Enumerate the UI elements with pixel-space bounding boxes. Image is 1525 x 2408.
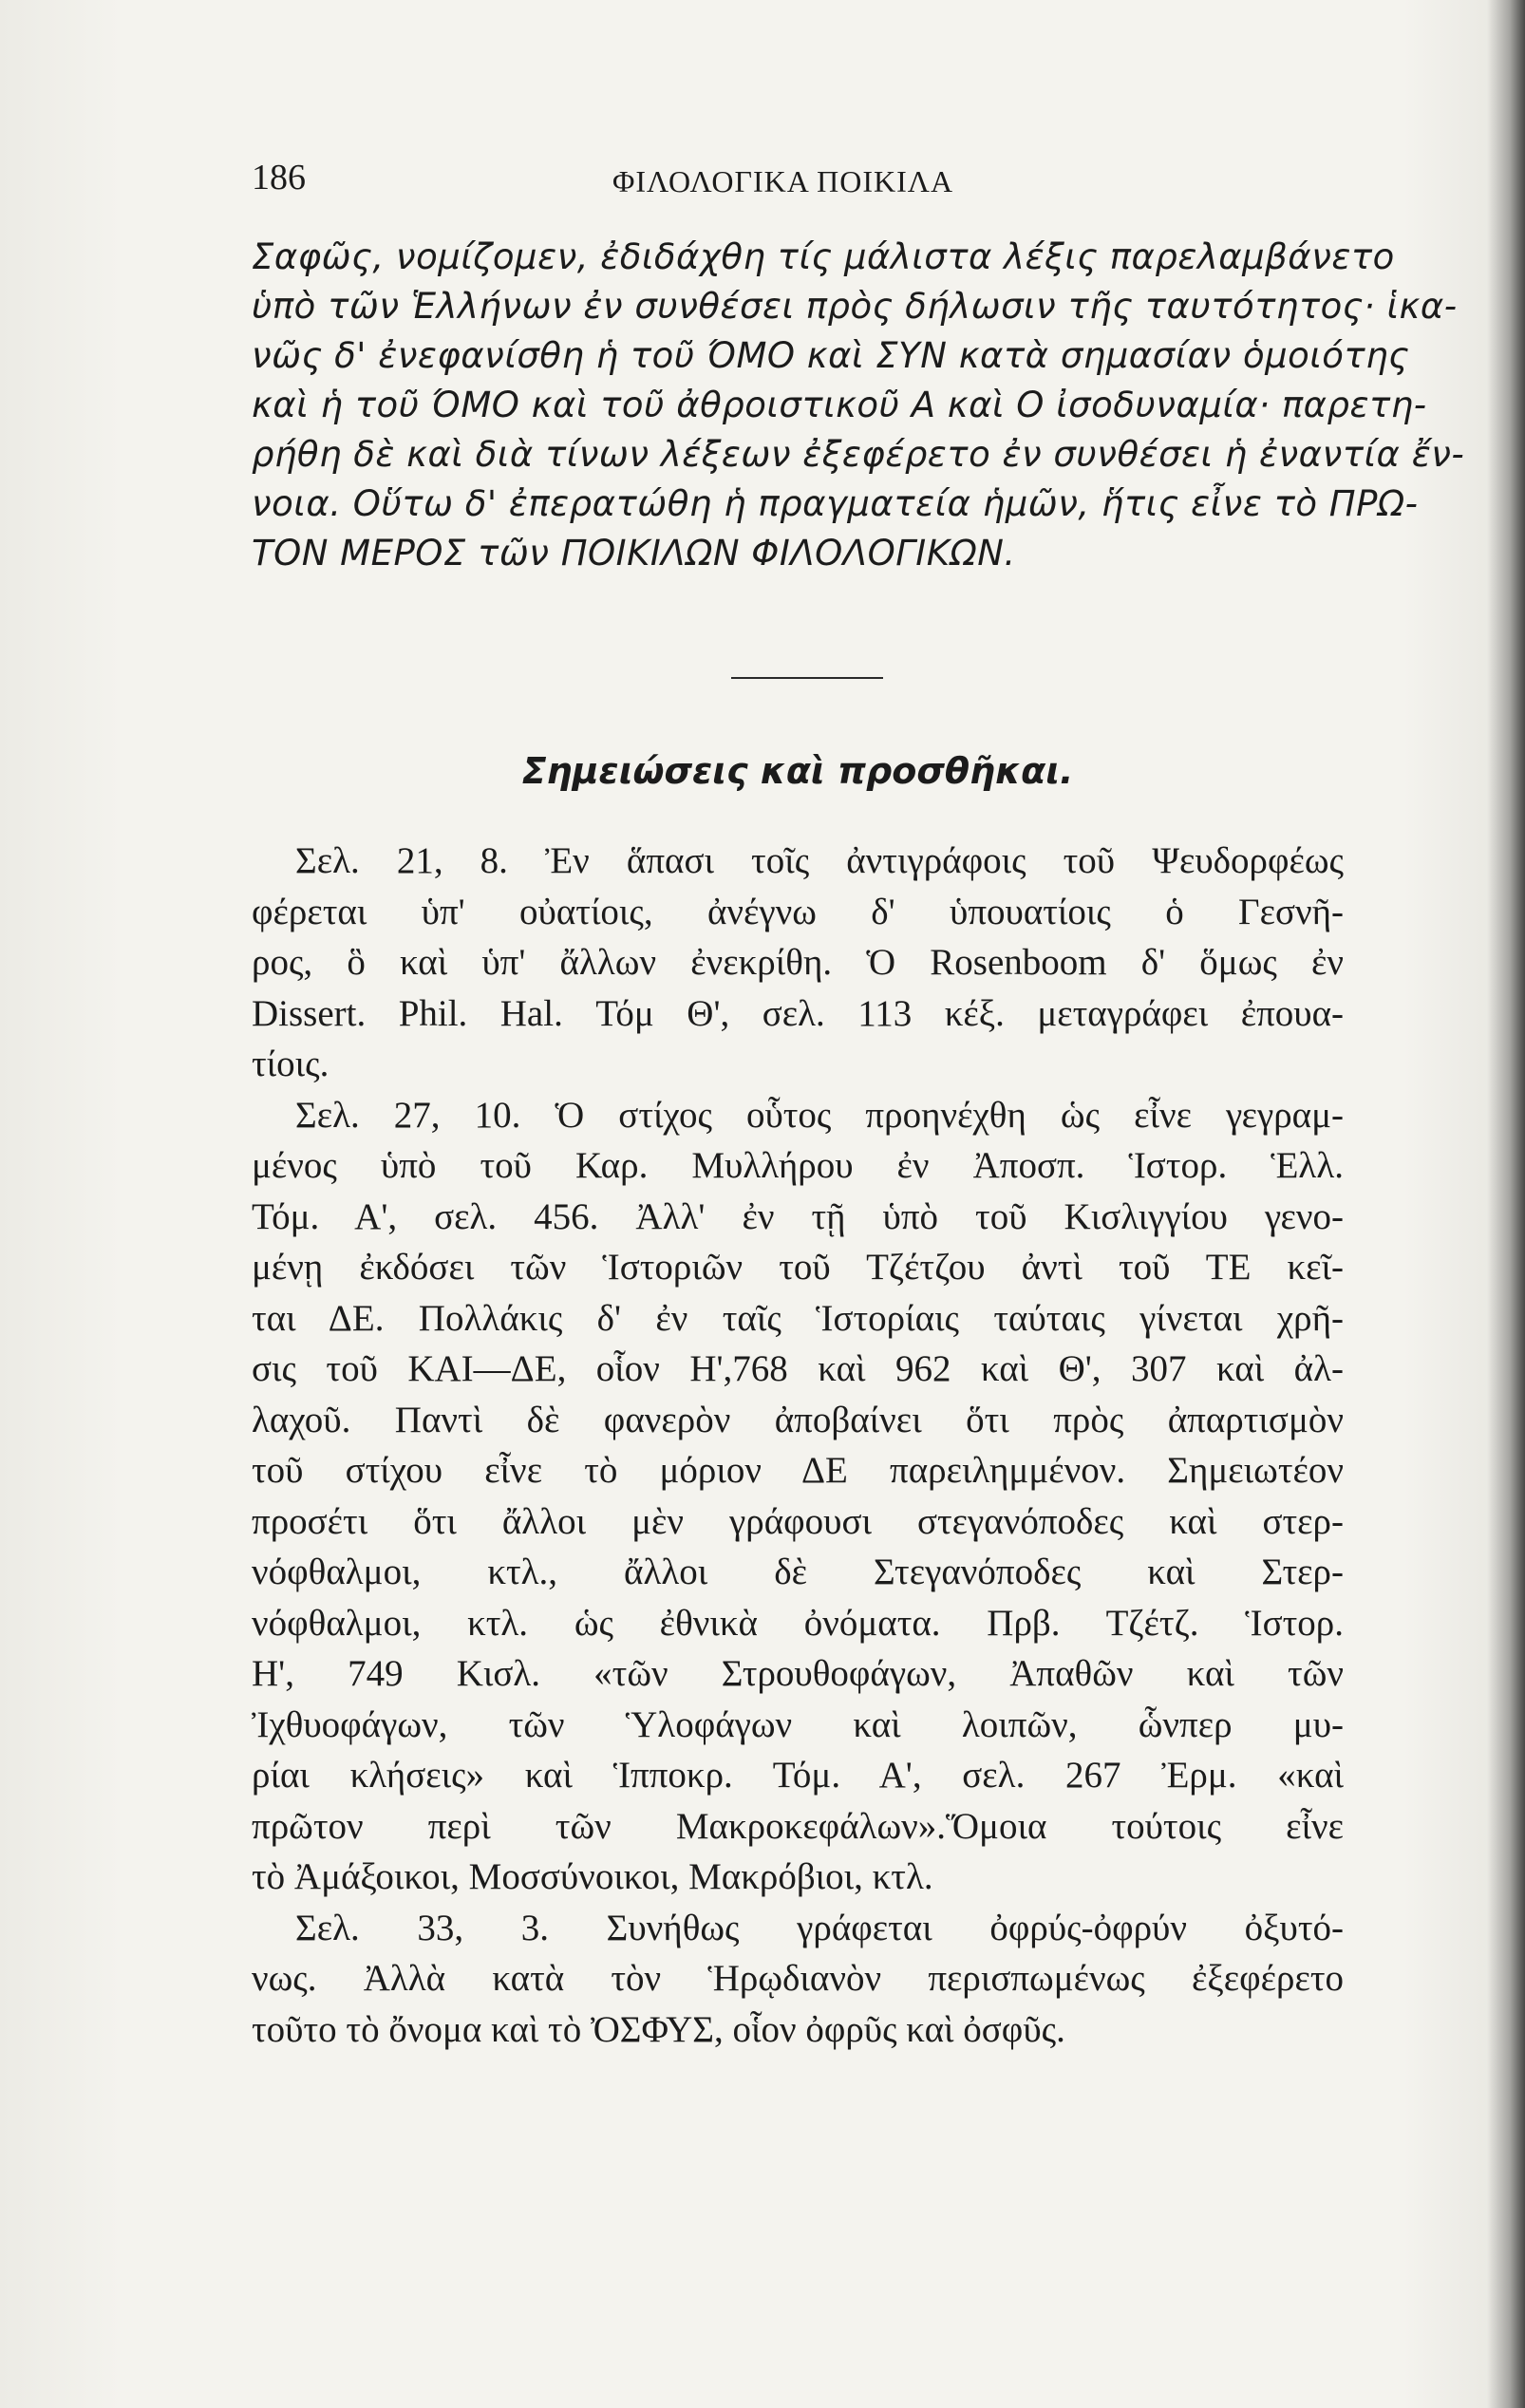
intro-line: Σαφῶς, νομίζομεν, ἐδιδάχθη τίς μάλιστα λέξις παρελαμβάνετο: [252, 236, 1395, 277]
intro-line: ὑπὸ τῶν Ἑλλήνων ἐν συνθέσει πρὸς δήλωσιν τῆς ταυτότητος· ἱκα-: [252, 286, 1458, 327]
note-line: τοῦτο τὸ ὄνομα καὶ τὸ ὈΣΦΥΣ, οἷον ὀφρῦς καὶ ὀσφῦς.: [252, 2008, 1065, 2050]
note-line: μένος ὑπὸ τοῦ Καρ. Μυλλήρου ἐν Ἀποσπ. Ἱστορ. Ἑλλ.: [252, 1145, 1344, 1186]
note-line: πρῶτον περὶ τῶν Μακροκεφάλων».Ὅμοια τούτοις εἶνε: [252, 1805, 1344, 1847]
note-line: Dissert. Phil. Hal. Τόμ Θ', σελ. 113 κέξ. μεταγράφει ἐπουα-: [252, 992, 1344, 1034]
note-line: ρίαι κλήσεις» καὶ Ἱπποκρ. Τόμ. Α', σελ. 267 Ἐρμ. «καὶ: [252, 1755, 1344, 1796]
note-line: νόφθαλμοι, κτλ. ὡς ἐθνικὰ ὀνόματα. Πρβ. Τζέτζ. Ἱστορ.: [252, 1602, 1344, 1644]
note-line: ρος, ὃ καὶ ὑπ' ἄλλων ἐνεκρίθη. Ὁ Rosenboom δ' ὅμως ἐν: [252, 942, 1344, 983]
page-header: [252, 157, 1344, 214]
intro-line: νῶς δ' ἐνεφανίσθη ἡ τοῦ ΌΜΟ καὶ ΣΥΝ κατὰ σημασίαν ὁμοιότης: [252, 335, 1410, 376]
intro-line: νοια. Οὕτω δ' ἐπερατώθη ἡ πραγματεία ἡμῶν, ἥτις εἶνε τὸ ΠΡΩ-: [252, 483, 1419, 524]
note-line: Σελ. 33, 3. Συνήθως γράφεται ὀφρύς-ὀφρύν ὀξυτό-: [295, 1907, 1344, 1948]
note-line: Σελ. 21, 8. Ἐν ἅπασι τοῖς ἀντιγράφοις τοῦ Ψευδορφέως: [295, 840, 1344, 881]
note-line: ται ΔΕ. Πολλάκις δ' ἐν ταῖς Ἱστορίαις ταύταις γίνεται χρῆ-: [252, 1297, 1344, 1339]
notes-section: [252, 836, 1344, 2055]
note-line: φέρεται ὑπ' οὐατίοις, ἀνέγνω δ' ὑπουατίοις ὁ Γεσνῆ-: [252, 891, 1344, 932]
note-line: Η', 749 Κισλ. «τῶν Στρουθοφάγων, Ἀπαθῶν καὶ τῶν: [252, 1653, 1344, 1694]
note-line: σις τοῦ ΚΑΙ—ΔΕ, οἷον Η',768 καὶ 962 καὶ Θ', 307 καὶ ἀλ-: [252, 1348, 1344, 1389]
note-line: λαχοῦ. Παντὶ δὲ φανερὸν ἀποβαίνει ὅτι πρὸς ἀπαρτισμὸν: [252, 1399, 1344, 1440]
intro-paragraph: [252, 233, 1465, 578]
intro-line: καὶ ἡ τοῦ ΌΜΟ καὶ τοῦ ἀθροιστικοῦ Α καὶ Ο ἰσοδυναμία· παρετη-: [252, 385, 1427, 425]
note-line: μένῃ ἐκδόσει τῶν Ἱστοριῶν τοῦ Τζέτζου ἀντὶ τοῦ ΤΕ κεῖ-: [252, 1247, 1344, 1288]
note-line: τὸ Ἀμάξοικοι, Μοσσύνοικοι, Μακρόβιοι, κτλ.: [252, 1856, 933, 1897]
note-line: προσέτι ὅτι ἄλλοι μὲν γράφουσι στεγανόποδες καὶ στερ-: [252, 1500, 1344, 1542]
page-edge-shadow: [1487, 0, 1525, 2408]
page-number: 186: [252, 158, 306, 198]
section-divider: [731, 677, 883, 679]
note-line: νόφθαλμοι, κτλ., ἄλλοι δὲ Στεγανόποδες καὶ Στερ-: [252, 1552, 1344, 1592]
note-line: Τόμ. Α', σελ. 456. Ἀλλ' ἐν τῇ ὑπὸ τοῦ Κισλιγγίου γενο-: [252, 1195, 1344, 1237]
section-heading: Σημειώσεις καὶ προσθῆκαι.: [521, 750, 1074, 792]
note-line: Ἰχθυοφάγων, τῶν Ὑλοφάγων καὶ λοιπῶν, ὧνπερ μυ-: [252, 1703, 1344, 1745]
note-line: τίοις.: [252, 1044, 329, 1084]
note-line: νως. Ἀλλὰ κατὰ τὸν Ἡρῳδιανὸν περισπωμένως ἐξεφέρετο: [252, 1958, 1344, 1999]
note-line: τοῦ στίχου εἶνε τὸ μόριον ΔΕ παρειλημμένον. Σημειωτέον: [252, 1450, 1344, 1491]
running-title: ΦΙΛΟΛΟΓΙΚΑ ΠΟΙΚΙΛΑ: [612, 164, 954, 198]
intro-line: ρήθη δὲ καὶ διὰ τίνων λέξεων ἐξεφέρετο ἐν συνθέσει ἡ ἐναντία ἔν-: [252, 434, 1465, 475]
intro-line: ΤΟΝ ΜΕΡΟΣ τῶν ΠΟΙΚΙΛΩΝ ΦΙΛΟΛΟΓΙΚΩΝ.: [252, 533, 1016, 574]
note-line: Σελ. 27, 10. Ὁ στίχος οὗτος προηνέχθη ὡς εἶνε γεγραμ-: [295, 1094, 1344, 1136]
